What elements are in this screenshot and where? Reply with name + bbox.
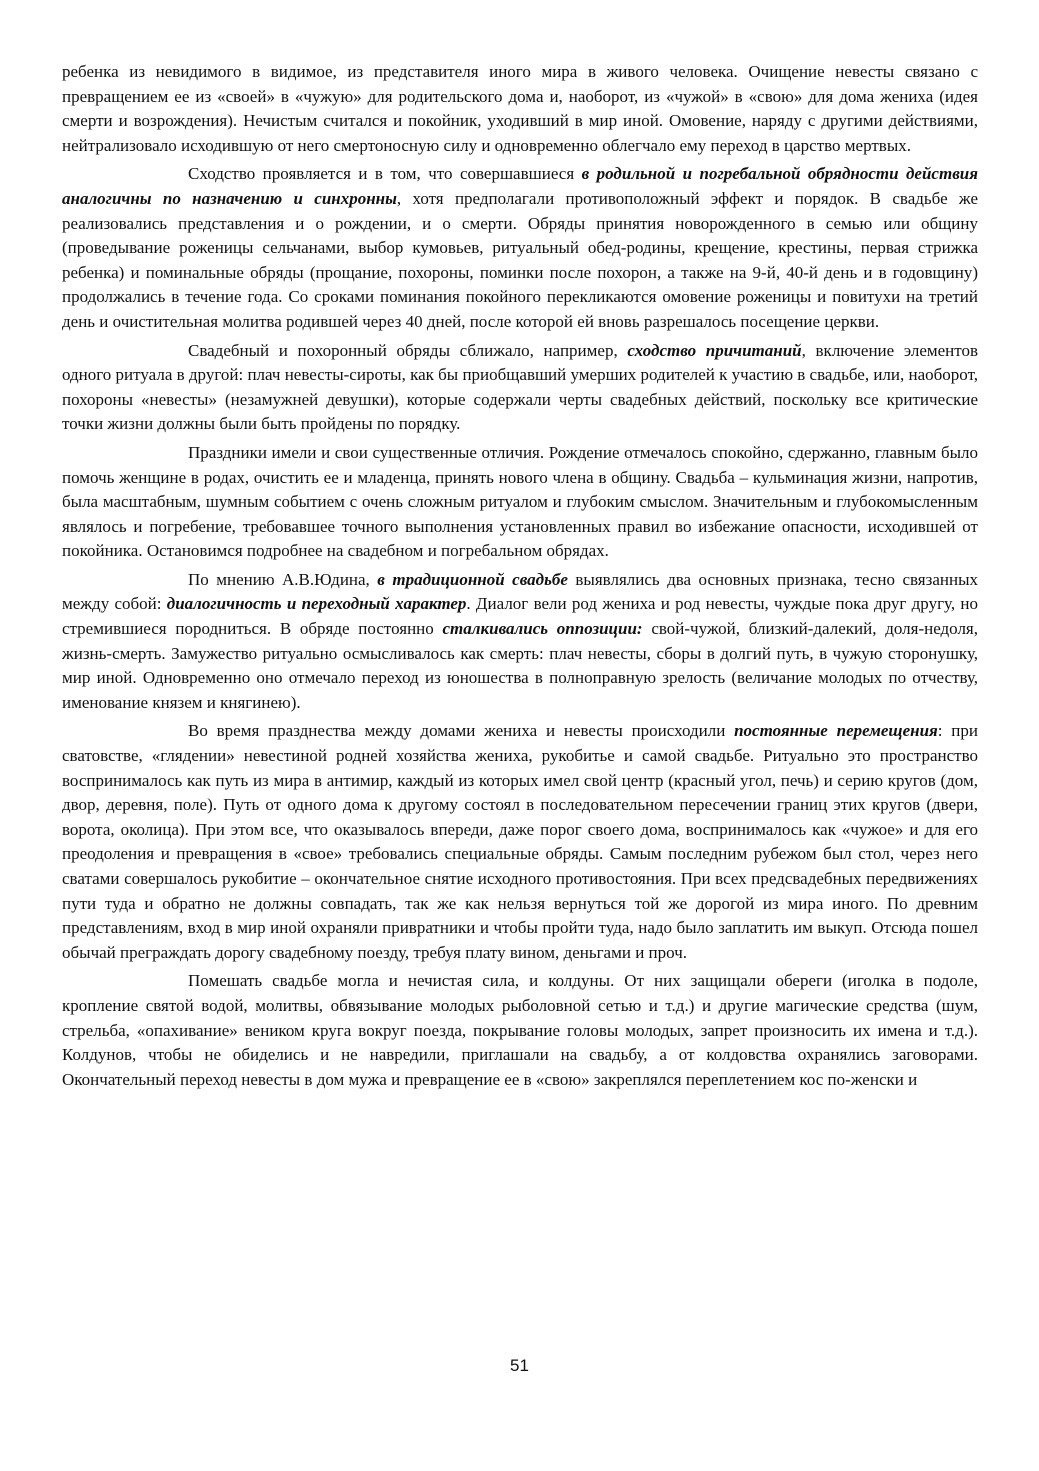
- paragraph-text: свой-чужой, близкий-далекий, доля-недоля, жизнь-смерть. Замужество ритуально осмысливалось как смерть: плач невесты, сборы в долгий путь, в чужую сторонушку, мир иной. Одновременно оно отмечало переход из юношества в полноправную зрелость (величание молодых по отчеству, именование князем и княгинею).: [62, 619, 978, 712]
- paragraph-p7: [62, 969, 978, 1092]
- paragraph-text: Помешать свадьбе могла и нечистая сила, и колдуны. От них защищали обереги (иголка в подоле, кропление святой водой, молитвы, обвязывание молодых рыболовной сетью и т.д.) и другие магические средства (шум, стрельба, «опахивание» веником круга вокруг поезда, покрывание головы молодых, запрет произносить их имена и т.д.). Колдунов, чтобы не обиделись и не навредили, приглашали на свадьбу, а от колдовства охранялись заговорами. Окончательный переход невесты в дом мужа и превращение ее в «свою» закреплялся переплетением кос по-женски и: [62, 971, 978, 1089]
- paragraph-text: ребенка из невидимого в видимое, из представителя иного мира в живого человека. Очищение невесты связано с превращением ее из «своей» в «чужую» для родительского дома и, наоборот, из «чужой» в «свою» для дома жениха (идея смерти и возрождения). Нечистым считался и покойник, уходивший в мир иной. Омовение, наряду с другими действиями, нейтрализовало исходившую от него смертоносную силу и одновременно облегчало ему переход в царство мертвых.: [62, 62, 978, 155]
- paragraph-text: По мнению А.В.Юдина,: [188, 569, 378, 589]
- emphasized-text: сходство причитаний: [627, 340, 802, 360]
- paragraph-p6: [62, 719, 978, 965]
- paragraph-p5: [62, 568, 978, 716]
- emphasized-text: сталкивались оппозиции:: [442, 619, 643, 639]
- paragraph-text: , включение элементов одного ритуала в другой: плач невесты-сироты, как бы приобщавший умерших родителей к участию в свадьбе, или, наоборот, похороны «невесты» (незамужней девушки), которые содержали черты свадебных действий, поскольку все критические точки жизни должны были быть пройдены по порядку.: [62, 340, 978, 434]
- paragraph-text: . Диалог вели род жениха и род невесты, чуждые пока друг другу, но стремившиеся породниться. В обряде постоянно: [62, 594, 978, 639]
- paragraph-text: выявлялись два основных признака, тесно связанных между собой:: [62, 569, 979, 614]
- paragraph-text: Праздники имели и свои существенные отличия. Рождение отмечалось спокойно, сдержанно, главным было помочь женщине в родах, очистить ее и младенца, принять нового члена в общину. Свадьба – кульминация жизни, напротив, была масштабным, шумным событием с очень сложным ритуалом и глубоким смыслом. Значительным и глубокомысленным являлось и погребение, требовавшее точного выполнения установленных правил во избежание опасности, исходившей от покойника. Остановимся подробнее на свадебном и погребальном обрядах.: [62, 442, 978, 561]
- paragraph-p1: [62, 60, 978, 158]
- paragraph-p3: [62, 339, 978, 437]
- emphasized-text: постоянные перемещения: [734, 721, 938, 741]
- emphasized-text: диалогичность и переходный характер: [166, 594, 467, 614]
- paragraph-text: Свадебный и похоронный обряды сближало, например,: [188, 340, 628, 360]
- body-text: [62, 60, 978, 1096]
- page-number: 51: [510, 1356, 529, 1375]
- emphasized-text: в родильной и погребальной обрядности действия аналогичны по назначению и синхронны: [62, 164, 978, 208]
- paragraph-text: : при сватовстве, «глядении» невестиной родней хозяйства жениха, рукобитье и самой свадьбе. Ритуально это пространство воспринималось как путь из мира в антимир, каждый из которых имел свой центр (красный угол, печь) и серию кругов (дом, двор, деревня, поле). Путь от одного дома к другому состоял в последовательном пересечении границ этих кругов (двери, ворота, околица). При этом все, что оказывалось впереди, даже порог своего дома, воспринималось как «чужое» и для его преодоления и превращения в «свое» требовались специальные обряды. Самым последним рубежом был стол, через него сватами совершалось рукобитие – окончательное снятие исходного противостояния. При всех предсвадебных передвижениях пути туда и обратно не должны совпадать, так же как нельзя вернуться той же дорогой из мира иного. По древним представлениям, вход в мир иной охраняли привратники и чтобы пройти туда, надо было заплатить им выкуп. Отсюда пошел обычай преграждать дорогу свадебному поезду, требуя плату вином, деньгами и проч.: [62, 721, 979, 962]
- paragraph-text: , хотя предполагали противоположный эффект и порядок. В свадьбе же реализовались представления и о рождении, и о смерти. Обряды принятия новорожденного в семью или общину (проведывание роженицы сельчанами, выбор кумовьев, ритуальный обед-родины, крещение, крестины, первая стрижка ребенка) и поминальные обряды (прощание, похороны, поминки после похорон, а также на 9-й, 40-й день и в годовщину) продолжались в течение года. Со сроками поминания покойного перекликаются омовение роженицы и повитухи на третий день и очистительная молитва родившей через 40 дней, после которой ей вновь разрешалось посещение церкви.: [62, 188, 978, 331]
- paragraph-text: Во время празднества между домами жениха и невесты происходили: [188, 721, 735, 741]
- paragraph-p2: [62, 162, 978, 334]
- paragraph-text: Сходство проявляется и в том, что совершавшиеся: [188, 164, 582, 184]
- emphasized-text: в традиционной свадьбе: [377, 569, 568, 589]
- paragraph-p4: [62, 441, 978, 564]
